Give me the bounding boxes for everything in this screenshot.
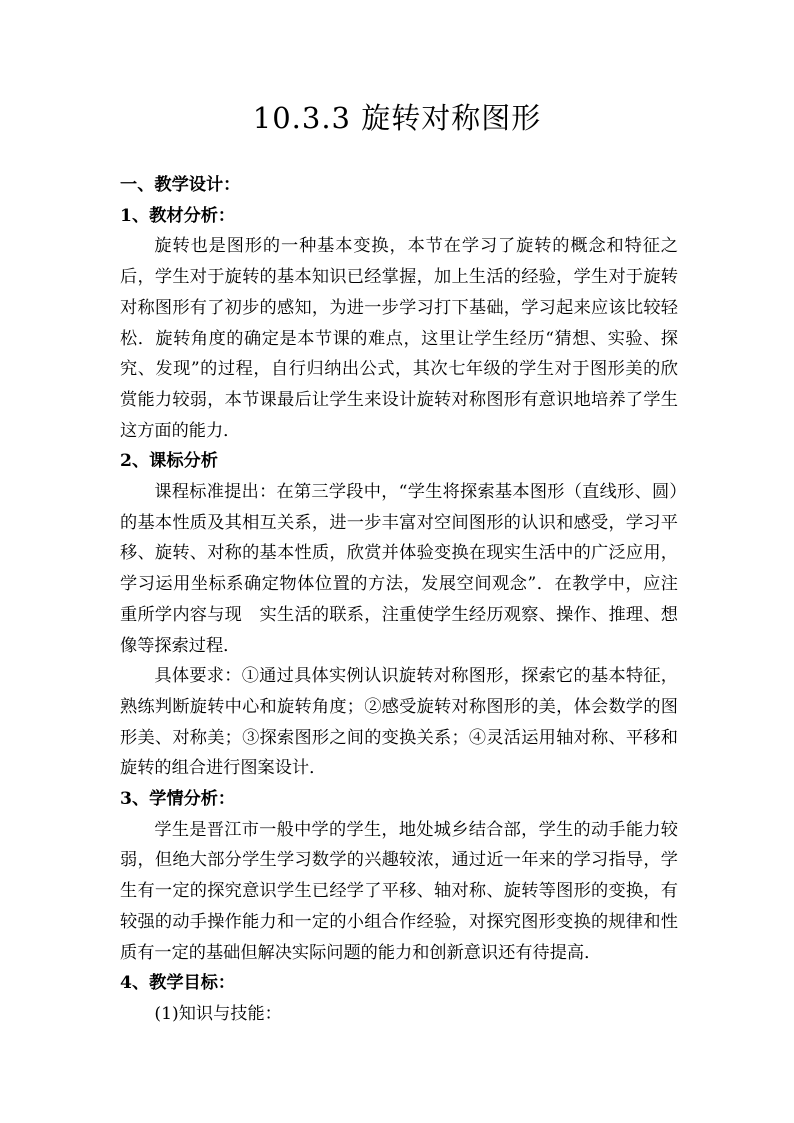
paragraph-student-analysis: 学生是晋江市一般中学的学生，地处城乡结合部，学生的动手能力较弱，但绝大部分学生学习数学的兴趣较浓，通过近一年来的学习指导，学生有一定的探究意识学生已经学了平移、轴对称、旋转等图形的变换，有较强的动手操作能力和一定的小组合作经验，对探究图形变换的规律和性质有一定的基础但解决实际问题的能力和创新意识还有待提高．	[120, 819, 678, 963]
heading-student-analysis: 3、学情分析：	[120, 789, 236, 810]
paragraph-specific-requirements: 具体要求：①通过具体实例认识旋转对称图形，探索它的基本特征，熟练判断旋转中心和旋转角度；②感受旋转对称图形的美，体会数学的图形美、对称美；③探索图形之间的变换关系；④灵活运用轴对称、平移和旋转的组合进行图案设计．	[120, 666, 678, 779]
paragraph-curriculum-standard: 课程标准提出：在第三学段中，“学生将探索基本图形（直线形、圆）的基本性质及其相互关系，进一步丰富对空间图形的认识和感受，学习平移、旋转、对称的基本性质，欣赏并体验变换在现实生活中的广泛应用，学习运用坐标系确定物体位置的方法，发展空间观念”．在教学中，应注重所学内容与现 实生活的联系，注重使学生经历观察、操作、推理、想像等探索过程．	[120, 482, 678, 656]
heading-teaching-goals: 4、教学目标：	[120, 973, 236, 994]
heading-material-analysis: 1、教材分析：	[120, 205, 236, 226]
heading-curriculum-analysis: 2、课标分析	[120, 451, 218, 472]
section-heading-teaching-design: 一、教学设计：	[120, 175, 241, 195]
paragraph-material-analysis: 旋转也是图形的一种基本变换，本节在学习了旋转的概念和特征之后，学生对于旋转的基本知识已经掌握，加上生活的经验，学生对于旋转对称图形有了初步的感知，为进一步学习打下基础，学习起来应该比较轻松．旋转角度的确定是本节课的难点，这里让学生经历“猜想、实验、探究、发现”的过程，自行归纳出公式，其次七年级的学生对于图形美的欣赏能力较弱，本节课最后让学生来设计旋转对称图形有意识地培养了学生这方面的能力．	[120, 236, 678, 441]
document-body	[120, 170, 678, 1030]
subheading-knowledge-skills: (1)知识与技能：	[154, 1003, 282, 1024]
document-title: 10.3.3 旋转对称图形	[252, 101, 542, 135]
